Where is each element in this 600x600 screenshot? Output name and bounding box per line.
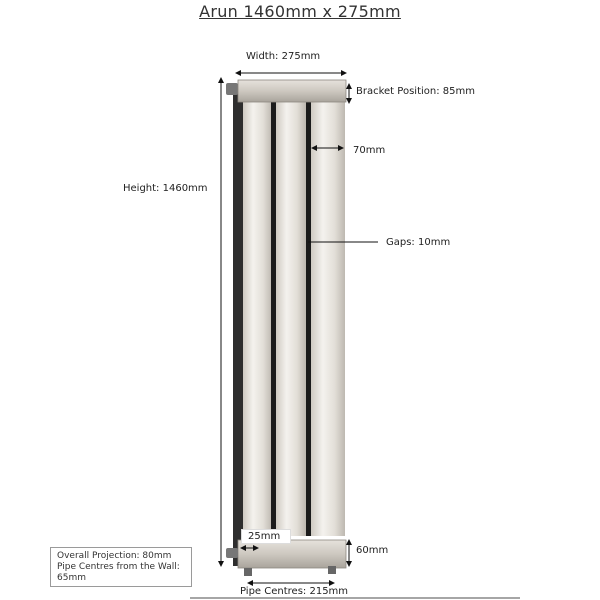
bottom-header-bar: [238, 540, 346, 568]
dim25-label: 25mm: [241, 529, 291, 544]
pipe-centres-label: Pipe Centres: 215mm: [240, 586, 349, 597]
overall-projection-text: Overall Projection: 80mm: [57, 551, 172, 561]
bracket-position-label: Bracket Position: 85mm: [356, 86, 475, 97]
height-label: Height: 1460mm: [123, 183, 208, 194]
gap-1: [271, 100, 276, 536]
panel-3: [311, 100, 345, 536]
left-valve: [244, 568, 252, 576]
gap-2: [306, 100, 311, 536]
panel-1: [243, 100, 272, 536]
radiator: [226, 80, 346, 576]
dim60-label: 60mm: [356, 545, 389, 556]
right-valve: [328, 566, 336, 574]
gaps-label: Gaps: 10mm: [386, 237, 451, 248]
gap70-label: 70mm: [353, 145, 386, 156]
left-bracket: [226, 83, 238, 95]
pipe-centres-wall-text: Pipe Centres from the Wall: 65mm: [57, 562, 180, 583]
panel-2: [276, 100, 306, 536]
width-label: Width: 275mm: [246, 51, 321, 62]
bottom-left-bracket: [226, 548, 238, 558]
info-box: [50, 547, 192, 587]
page-title: Arun 1460mm x 275mm: [199, 2, 401, 21]
top-header-bar: [238, 80, 346, 102]
